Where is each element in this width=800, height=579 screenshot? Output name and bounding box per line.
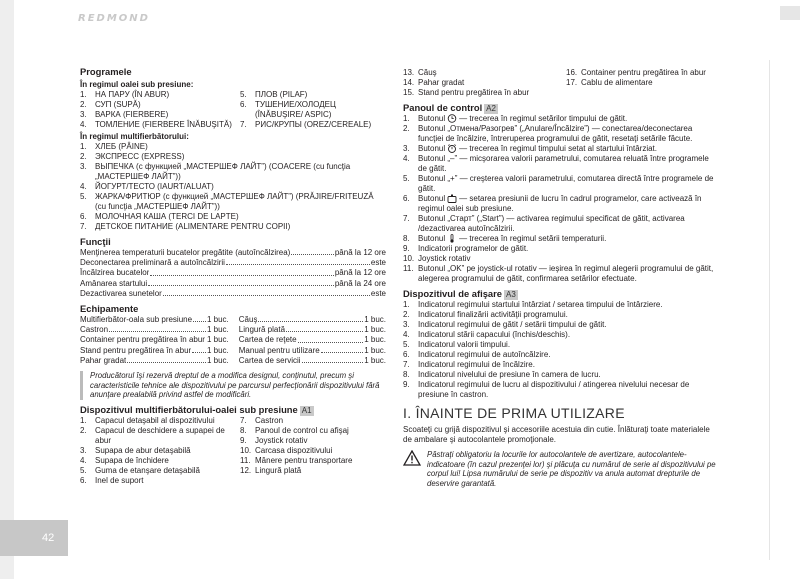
- item-text: Căuş: [418, 68, 437, 77]
- item-text: ВАРКА (FIERBERE): [95, 110, 169, 119]
- item-text: ТОМЛЕНИЕ (FIERBERE ÎNĂBUŞITĂ): [95, 120, 232, 129]
- item-text: Indicatorul regimului de autoîncălzire.: [418, 350, 551, 359]
- list-item: [403, 214, 718, 234]
- item-text: Indicatorul stării capacului (închis/deschis).: [418, 330, 571, 339]
- dotted-row: [80, 279, 386, 289]
- dot-leader: [192, 346, 206, 353]
- item-number: 7.: [240, 120, 247, 129]
- corner-tab: [780, 6, 800, 20]
- row-value: 1 buc.: [364, 355, 386, 365]
- row-label: Cartea de reţete: [238, 335, 297, 345]
- item-number: 1.: [80, 415, 87, 425]
- item-number: 7.: [80, 222, 87, 231]
- item-number: 2.: [403, 310, 410, 319]
- row-value: 1 buc.: [364, 335, 386, 345]
- row-label: Dezactivarea sunetelor: [80, 288, 162, 298]
- list-item: [80, 222, 386, 232]
- item-number: 4.: [80, 182, 87, 191]
- dot-leader: [127, 356, 206, 363]
- row-label: Amânarea startului: [80, 278, 148, 288]
- list-item: [240, 90, 386, 100]
- item-text: Joystick rotativ: [255, 435, 308, 445]
- row-value: 1 buc.: [206, 325, 229, 335]
- item-number: 6.: [80, 212, 87, 221]
- item-text: МОЛОЧНАЯ КАША (TERCI DE LAPTE): [95, 212, 239, 221]
- dotted-row: [239, 335, 386, 345]
- list-item: [240, 436, 352, 446]
- item-number: 3.: [80, 162, 87, 171]
- item-number: 5.: [80, 465, 87, 475]
- list-item: [80, 142, 386, 152]
- pressure-icon: [447, 194, 457, 203]
- row-value: până la 12 ore: [334, 248, 386, 257]
- item-text: ХЛЕБ (PÂINE): [95, 142, 148, 151]
- item-number: 3.: [403, 320, 410, 329]
- item-text: [418, 154, 718, 174]
- item-text: Supapa de abur detaşabilă: [95, 445, 191, 455]
- item-desc: Joystick rotativ: [418, 254, 471, 263]
- list-item: [240, 466, 352, 476]
- parts-list-cont-right: [566, 68, 706, 98]
- item-text: Indicatorul regimului de gătit / setării timpului de gătit.: [418, 320, 607, 329]
- dot-leader: [109, 325, 206, 332]
- right-column: [403, 68, 718, 488]
- item-text: Capacul detaşabil al dispozitivului: [95, 415, 215, 425]
- item-number: 8.: [240, 425, 247, 435]
- multi-list: [80, 142, 386, 232]
- item-number: 7.: [403, 360, 410, 369]
- list-item: [403, 254, 718, 264]
- item-text: Indicatorul regimului de încălzire.: [418, 360, 535, 369]
- row-label: Multifierbător-oala sub presiune: [80, 315, 193, 325]
- list-item: [403, 350, 718, 360]
- dotted-row: [80, 258, 386, 268]
- warning-icon: [403, 450, 427, 488]
- functii-title: Funcţii: [80, 236, 111, 247]
- item-number: 4.: [403, 330, 410, 339]
- left-column: [80, 62, 386, 486]
- list-item: [403, 234, 718, 244]
- item-desc: Butonul „+” — creşterea valorii parametrului, comutarea directă între programele de gătit.: [418, 174, 714, 193]
- list-item: [80, 100, 240, 110]
- item-text: ЭКСПРЕСС (EXPRESS): [95, 152, 185, 161]
- dotted-row: [80, 335, 229, 345]
- item-number: 3.: [80, 445, 87, 455]
- list-item: [403, 370, 718, 380]
- list-item: [403, 244, 718, 254]
- row-value: până la 24 ore: [334, 278, 386, 288]
- item-number: 2.: [80, 100, 87, 109]
- item-number: 4.: [80, 120, 87, 129]
- item-text: ДЕТСКОЕ ПИТАНИЕ (ALIMENTARE PENTRU COPII): [95, 222, 291, 231]
- list-item: [80, 426, 240, 446]
- parts-list-right: [240, 416, 352, 486]
- afisare-title: Dispozitivul de afişare A3: [403, 288, 516, 299]
- item-number: 15.: [403, 88, 415, 97]
- list-item: [240, 120, 386, 130]
- panou-title: Panoul de control A2: [403, 102, 496, 113]
- dotted-row: [80, 289, 386, 299]
- parts-continued: [403, 68, 718, 98]
- item-text: [418, 244, 718, 254]
- list-item: [80, 110, 240, 120]
- list-item: [240, 446, 352, 456]
- item-number: 3.: [403, 144, 410, 153]
- item-text: Lingură plată: [255, 465, 302, 475]
- list-item: [403, 174, 718, 194]
- item-number: 5.: [403, 174, 410, 183]
- item-number: 8.: [403, 370, 410, 379]
- item-number: 1.: [80, 142, 87, 151]
- list-item: [240, 456, 352, 466]
- timer-icon: [447, 144, 457, 153]
- item-number: 9.: [403, 244, 410, 253]
- list-item: [240, 416, 352, 426]
- dotted-row: [80, 248, 386, 258]
- dotted-row: [80, 356, 229, 366]
- panou-list: [403, 114, 718, 284]
- list-item: [80, 466, 240, 476]
- item-number: 17.: [566, 78, 578, 87]
- echipamente-right: [239, 315, 386, 366]
- item-desc: Butonul „Старт” („Start”) — activarea regimului specificat de gătit, activarea /dezactivarea autoîncălzirii.: [418, 214, 685, 233]
- row-label: Cartea de servicii: [238, 355, 301, 365]
- item-text: [418, 144, 718, 154]
- item-number: 5.: [80, 192, 87, 201]
- dot-leader: [163, 289, 370, 296]
- item-number: 16.: [566, 68, 578, 77]
- item-text: Pahar gradat: [418, 78, 465, 87]
- multi-heading: În regimul multifierbătorului:: [80, 132, 189, 141]
- item-text: Container pentru pregătirea în abur: [581, 68, 706, 77]
- item-text: Indicatorul nivelului de presiune în camera de lucru.: [418, 370, 601, 379]
- dotted-row: [239, 346, 386, 356]
- row-value: este: [370, 258, 386, 268]
- section-heading-inainte: I. ÎNAINTE DE PRIMA UTILIZARE: [403, 405, 625, 421]
- item-text: Cablu de alimentare: [581, 78, 653, 87]
- list-item: [80, 182, 386, 192]
- item-text: ТУШЕНИЕ/ХОЛОДЕЦ (ÎNĂBUŞIRE/ ASPIC): [255, 100, 336, 119]
- dot-leader: [321, 346, 364, 353]
- dot-leader: [148, 279, 334, 286]
- item-text: РИС/КРУПЫ (OREZ/CEREALE): [255, 120, 372, 129]
- item-number: 6.: [80, 475, 87, 485]
- figure-badge-a3: A3: [506, 290, 516, 299]
- figure-badge-a1: A1: [301, 405, 312, 415]
- list-item: [403, 78, 566, 88]
- item-text: Guma de etanşare detaşabilă: [95, 465, 200, 475]
- item-number: 10.: [403, 254, 415, 263]
- item-text: [418, 194, 718, 214]
- dot-leader: [258, 315, 363, 322]
- dotted-row: [239, 315, 386, 325]
- list-item: [403, 310, 718, 320]
- item-desc: Butonul „–” — micşorarea valorii parametrului, comutarea reluată între programele de gătit.: [418, 154, 709, 173]
- item-text: ЖАРКА/ФРИТЮР (с функцией „МАСТЕРШЕФ ЛАЙТ”) (PRĂJIRE/FRITEUZĂ (cu funcţia „МАСТЕРШЕФ ЛАЙТ”)): [95, 192, 374, 211]
- item-number: 14.: [403, 78, 415, 87]
- item-text: ВЫПЕЧКА (с функцией „МАСТЕРШЕФ ЛАЙТ”) (COACERE (cu funcţia „МАСТЕРШЕФ ЛАЙТ”)): [95, 162, 351, 181]
- item-text: Carcasa dispozitivului: [255, 445, 333, 455]
- row-value: 1 buc.: [206, 335, 229, 345]
- dotted-row: [80, 325, 229, 335]
- item-text: Supapa de închidere: [95, 455, 169, 465]
- afisare-list: [403, 300, 718, 400]
- item-desc: — trecerea în regimul setării temperaturii.: [459, 234, 607, 243]
- manufacturer-note: Producătorul îşi rezervă dreptul de a modifica designul, conţinutul, precum şi caracteristicile tehnice ale dispozitivului pe parcursul perfecţionării dispozitivului fără anunţare prealabilă privind astfel de modificări.: [80, 371, 386, 400]
- row-label: Pahar gradat: [80, 355, 127, 365]
- item-number: 1.: [80, 90, 87, 99]
- list-item: [403, 330, 718, 340]
- programe-title: Programele: [80, 66, 132, 77]
- inainte-text: Scoateţi cu grijă dispozitivul şi accesoriile acestuia din cutie. Înlăturaţi toate materialele de ambalare şi autocolantele promoţionale.: [403, 425, 710, 444]
- item-number: 1.: [403, 300, 410, 309]
- item-text: Indicatorul regimului startului întârziat / setarea timpului de întârziere.: [418, 300, 663, 309]
- item-text: Indicatorul finalizării activităţii programului.: [418, 310, 568, 319]
- list-item: [403, 154, 718, 174]
- item-text: [418, 114, 718, 124]
- list-item: [403, 264, 718, 284]
- item-text: [418, 254, 718, 264]
- item-text: [418, 264, 718, 284]
- list-item: [240, 426, 352, 436]
- item-text: Capacul de deschidere a supapei de abur: [95, 425, 225, 445]
- left-margin-strip: [0, 0, 14, 579]
- list-item: [80, 212, 386, 222]
- list-item: [80, 476, 240, 486]
- item-number: 9.: [403, 380, 410, 389]
- row-value: 1 buc.: [206, 315, 229, 325]
- item-text: ЙОГУРТ/ТЕСТО (IAURT/ALUAT): [95, 182, 214, 191]
- item-text: Indicatorul valorii timpului.: [418, 340, 511, 349]
- page-number: 42: [0, 520, 68, 556]
- item-text: ПЛОВ (PILAF): [255, 90, 308, 99]
- list-item: [403, 114, 718, 124]
- warning-block: [403, 450, 718, 488]
- row-label: Container pentru pregătirea în abur: [80, 335, 205, 345]
- item-text: НА ПАРУ (ÎN ABUR): [95, 90, 170, 99]
- list-item: [403, 320, 718, 330]
- dot-leader: [291, 248, 334, 255]
- list-item: [80, 152, 386, 162]
- item-desc: — trecerea în regimul setărilor timpului de gătit.: [459, 114, 628, 123]
- item-number: 6.: [403, 350, 410, 359]
- dotted-row: [239, 356, 386, 366]
- item-desc: Indicatorii programelor de gătit.: [418, 244, 529, 253]
- right-margin-line: [769, 60, 770, 560]
- row-value: 1 buc.: [206, 355, 229, 365]
- dotted-row: [80, 315, 229, 325]
- thermometer-icon: [447, 234, 457, 243]
- item-number: 12.: [240, 465, 252, 475]
- item-number: 7.: [240, 415, 247, 425]
- dotted-row: [80, 268, 386, 278]
- row-label: Manual pentru utilizare: [238, 345, 320, 355]
- row-label: Castron: [80, 325, 109, 335]
- item-number: 4.: [80, 455, 87, 465]
- row-value: 1 buc.: [364, 345, 386, 355]
- item-number: 6.: [240, 100, 247, 109]
- row-label: Deconectarea preliminară a autoîncălzirii: [80, 258, 225, 268]
- row-value: 1 buc.: [364, 315, 386, 325]
- item-number: 6.: [403, 194, 410, 203]
- item-number: 1.: [403, 114, 410, 123]
- dotted-row: [239, 325, 386, 335]
- item-number: 8.: [403, 234, 410, 243]
- list-item: [403, 340, 718, 350]
- functii-list: [80, 248, 386, 299]
- dot-leader: [286, 325, 363, 332]
- item-number: 7.: [403, 214, 410, 223]
- item-text: Mânere pentru transportare: [255, 455, 353, 465]
- list-item: [403, 88, 566, 98]
- row-value: este: [370, 288, 386, 298]
- dot-leader: [193, 315, 206, 322]
- item-number: 5.: [240, 90, 247, 99]
- item-desc: Butonul „OK” pe joystick-ul rotativ — ieşirea în regimul alegerii programului de gătit, alegerea programului de gătit, confirmarea setărilor efectuate.: [418, 264, 714, 283]
- parts-list-left: [80, 416, 240, 486]
- item-desc: Butonul „Отмена/Разогрев” („Anulare/Încălzire”) — conectarea/deconectarea funcţiei de încălzire, întreruperea programului de gătit, resetaţi setările făcute.: [418, 124, 693, 143]
- item-text: Stand pentru pregătirea în abur: [418, 88, 530, 97]
- echipamente-left: [80, 315, 239, 366]
- list-item: [403, 194, 718, 214]
- item-number: 3.: [80, 110, 87, 119]
- list-item: [566, 78, 706, 88]
- list-item: [566, 68, 706, 78]
- item-desc: — setarea presiunii de lucru în cadrul programelor, care activează în regimul oalei sub presiune.: [418, 194, 702, 213]
- item-number: 5.: [403, 340, 410, 349]
- warning-text: Păstraţi obligatoriu la locurile lor autocolantele de avertizare, autocolantele-indicatoare (în cazul prezenţei lor) şi plăcuţa cu numărul de serie al dispozitivului pe corpul lui! Lipsa numărului de serie pe dispozitiv va anula automat drepturile de deservire garantată.: [427, 450, 716, 488]
- list-item: [80, 456, 240, 466]
- row-label: Menţinerea temperaturii bucatelor pregătite (autoîncălzirea): [80, 248, 291, 257]
- row-label: Stand pentru pregătirea în abur: [80, 345, 192, 355]
- brand-logo: REDMOND: [78, 13, 150, 24]
- row-label: Încălzirea bucatelor: [80, 268, 150, 278]
- parts-list-cont-left: [403, 68, 566, 98]
- list-item: [403, 380, 718, 400]
- item-text: [418, 124, 718, 144]
- item-text: Panoul de control cu afişaj: [255, 425, 349, 435]
- dot-leader: [298, 335, 364, 342]
- item-text: Indicatorul regimului de lucru al dispozitivului / atingerea nivelului necesar de presiune în castron.: [418, 380, 690, 399]
- item-text: [418, 234, 718, 244]
- list-item: [403, 144, 718, 154]
- echipamente-title: Echipamente: [80, 303, 139, 315]
- pressure-list-right: [240, 90, 386, 130]
- button-label: Butonul: [418, 194, 446, 203]
- item-text: [418, 214, 718, 234]
- button-label: Butonul: [418, 114, 446, 123]
- list-item: [80, 162, 386, 182]
- dot-leader: [226, 258, 370, 265]
- list-item: [403, 68, 566, 78]
- pressure-list-left: [80, 90, 240, 130]
- dispozitiv-parts: [80, 416, 386, 486]
- button-label: Butonul: [418, 234, 446, 243]
- dot-leader: [302, 356, 364, 363]
- list-item: [80, 416, 240, 426]
- figure-badge-a2: A2: [486, 104, 496, 113]
- row-value: 1 buc.: [206, 345, 229, 355]
- item-desc: — trecerea în regimul timpului setat al startului întârziat.: [459, 144, 657, 153]
- item-number: 9.: [240, 435, 247, 445]
- item-number: 2.: [80, 425, 87, 435]
- row-value: până la 12 ore: [334, 268, 386, 278]
- item-text: Castron: [255, 415, 284, 425]
- item-number: 11.: [403, 264, 414, 273]
- item-number: 4.: [403, 154, 410, 163]
- list-item: [80, 446, 240, 456]
- list-item: [80, 90, 240, 100]
- list-item: [80, 120, 240, 130]
- dispozitiv-title: Dispozitivul multifierbătorului-oalei sub presiune A1: [80, 403, 312, 415]
- item-text: Inel de suport: [95, 475, 144, 485]
- clock-icon: [447, 114, 457, 123]
- list-item: [403, 300, 718, 310]
- row-label: Lingură plată: [238, 325, 286, 335]
- button-label: Butonul: [418, 144, 446, 153]
- item-number: 11.: [240, 455, 251, 465]
- item-number: 10.: [240, 445, 252, 455]
- pressure-heading: În regimul oalei sub presiune:: [80, 80, 194, 89]
- pressure-programs: [80, 90, 386, 130]
- dot-leader: [150, 268, 333, 275]
- item-text: СУП (SUPĂ): [95, 100, 141, 109]
- item-text: [418, 174, 718, 194]
- row-value: 1 buc.: [364, 325, 386, 335]
- list-item: [403, 360, 718, 370]
- list-item: [403, 124, 718, 144]
- item-number: 13.: [403, 68, 415, 77]
- list-item: [80, 192, 386, 212]
- row-label: Căuş: [238, 315, 258, 325]
- dotted-row: [80, 346, 229, 356]
- echipamente-grid: [80, 315, 386, 366]
- item-number: 2.: [80, 152, 87, 161]
- item-number: 2.: [403, 124, 410, 133]
- list-item: [240, 100, 386, 120]
